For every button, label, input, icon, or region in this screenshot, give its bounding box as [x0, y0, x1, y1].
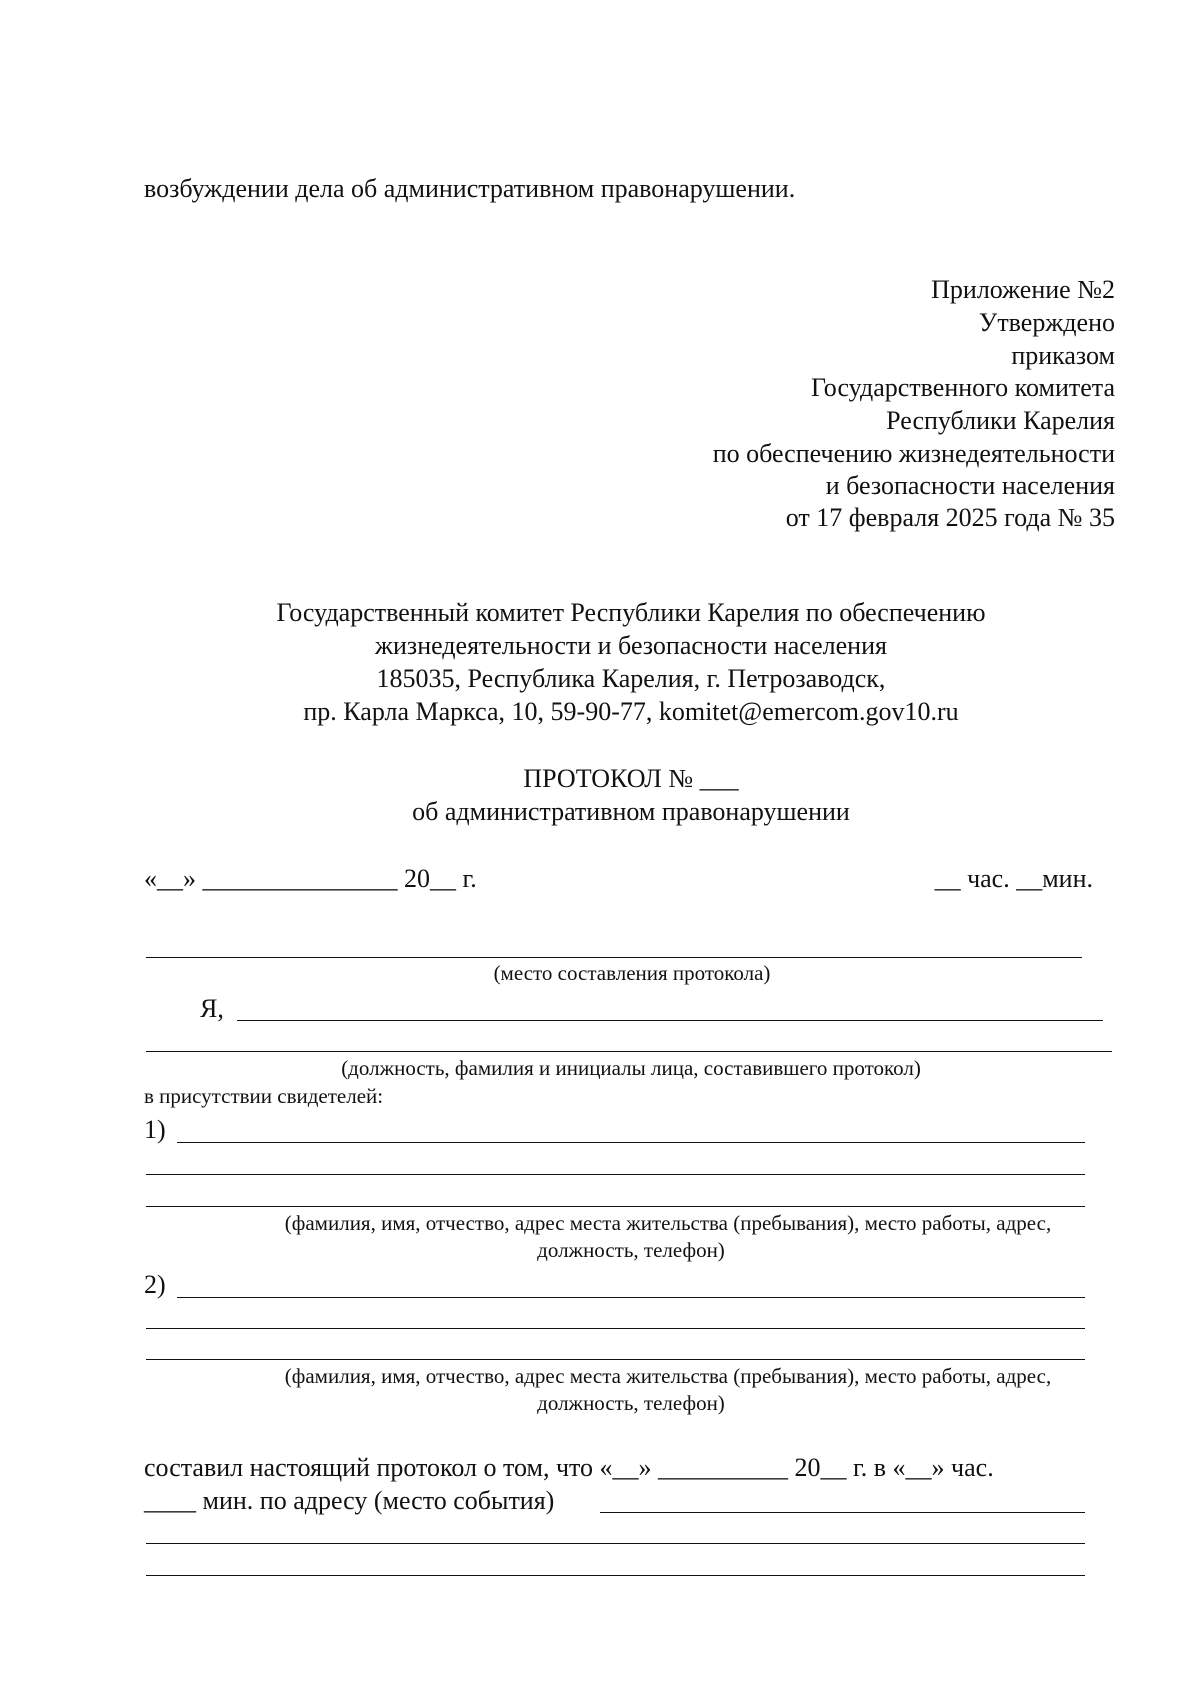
- witness2-line-2[interactable]: [146, 1328, 1085, 1329]
- organization-line: жизнедеятельности и безопасности населения: [375, 631, 887, 660]
- intro-line: возбуждении дела об административном правонарушении.: [144, 174, 796, 203]
- event-place-line[interactable]: [600, 1512, 1085, 1513]
- witness2-caption-2: должность, телефон): [537, 1391, 725, 1415]
- time-field: __ час. __мин.: [934, 864, 1093, 893]
- organization-email-line: пр. Карла Маркса, 10, 59-90-77, komitet@emercom.gov10.ru: [303, 697, 959, 726]
- witness1-line-2[interactable]: [146, 1174, 1085, 1175]
- witnesses-label: в присутствии свидетелей:: [144, 1084, 384, 1108]
- appendix-line: от 17 февраля 2025 года № 35: [785, 503, 1115, 532]
- appendix-line: приказом: [1011, 341, 1115, 370]
- witness1-caption: (фамилия, имя, отчество, адрес места жительства (пребывания), место работы, адрес,: [284, 1211, 1052, 1235]
- appendix-line: Утверждено: [978, 308, 1115, 337]
- organization-line: Государственный комитет Республики Карелия по обеспечению: [276, 598, 986, 627]
- protocol-title: ПРОТОКОЛ № ___: [523, 764, 739, 793]
- event-place-line-3[interactable]: [146, 1575, 1085, 1576]
- statement-line: составил настоящий протокол о том, что «__» __________ 20__ г. в «__» час.: [144, 1453, 994, 1482]
- witness1-line-3[interactable]: [146, 1206, 1085, 1207]
- officer-line-2[interactable]: [146, 1051, 1112, 1052]
- statement-line-2: ____ мин. по адресу (место события): [144, 1486, 555, 1515]
- officer-line[interactable]: [237, 1020, 1103, 1021]
- place-caption: (место составления протокола): [493, 961, 771, 985]
- appendix-line: по обеспечению жизнедеятельности: [712, 439, 1115, 468]
- witness1-line[interactable]: [177, 1142, 1085, 1143]
- event-place-line-2[interactable]: [146, 1543, 1085, 1544]
- i-label: Я,: [200, 994, 224, 1023]
- place-line[interactable]: [146, 957, 1082, 958]
- protocol-subtitle: об административном правонарушении: [412, 797, 850, 826]
- appendix-line: и безопасности населения: [825, 471, 1115, 500]
- witness2-label: 2): [144, 1270, 166, 1299]
- appendix-line: Государственного комитета: [811, 373, 1115, 402]
- appendix-line: Приложение №2: [931, 275, 1115, 304]
- witness1-caption-2: должность, телефон): [537, 1238, 725, 1262]
- witness1-label: 1): [144, 1115, 166, 1144]
- witness2-line[interactable]: [177, 1297, 1085, 1298]
- officer-caption: (должность, фамилия и инициалы лица, составившего протокол): [341, 1056, 921, 1080]
- witness2-line-3[interactable]: [146, 1359, 1085, 1360]
- organization-line: 185035, Республика Карелия, г. Петрозаводск,: [376, 664, 886, 693]
- witness2-caption: (фамилия, имя, отчество, адрес места жительства (пребывания), место работы, адрес,: [284, 1364, 1052, 1388]
- appendix-line: Республики Карелия: [886, 406, 1115, 435]
- date-field: «__» _______________ 20__ г.: [144, 864, 477, 893]
